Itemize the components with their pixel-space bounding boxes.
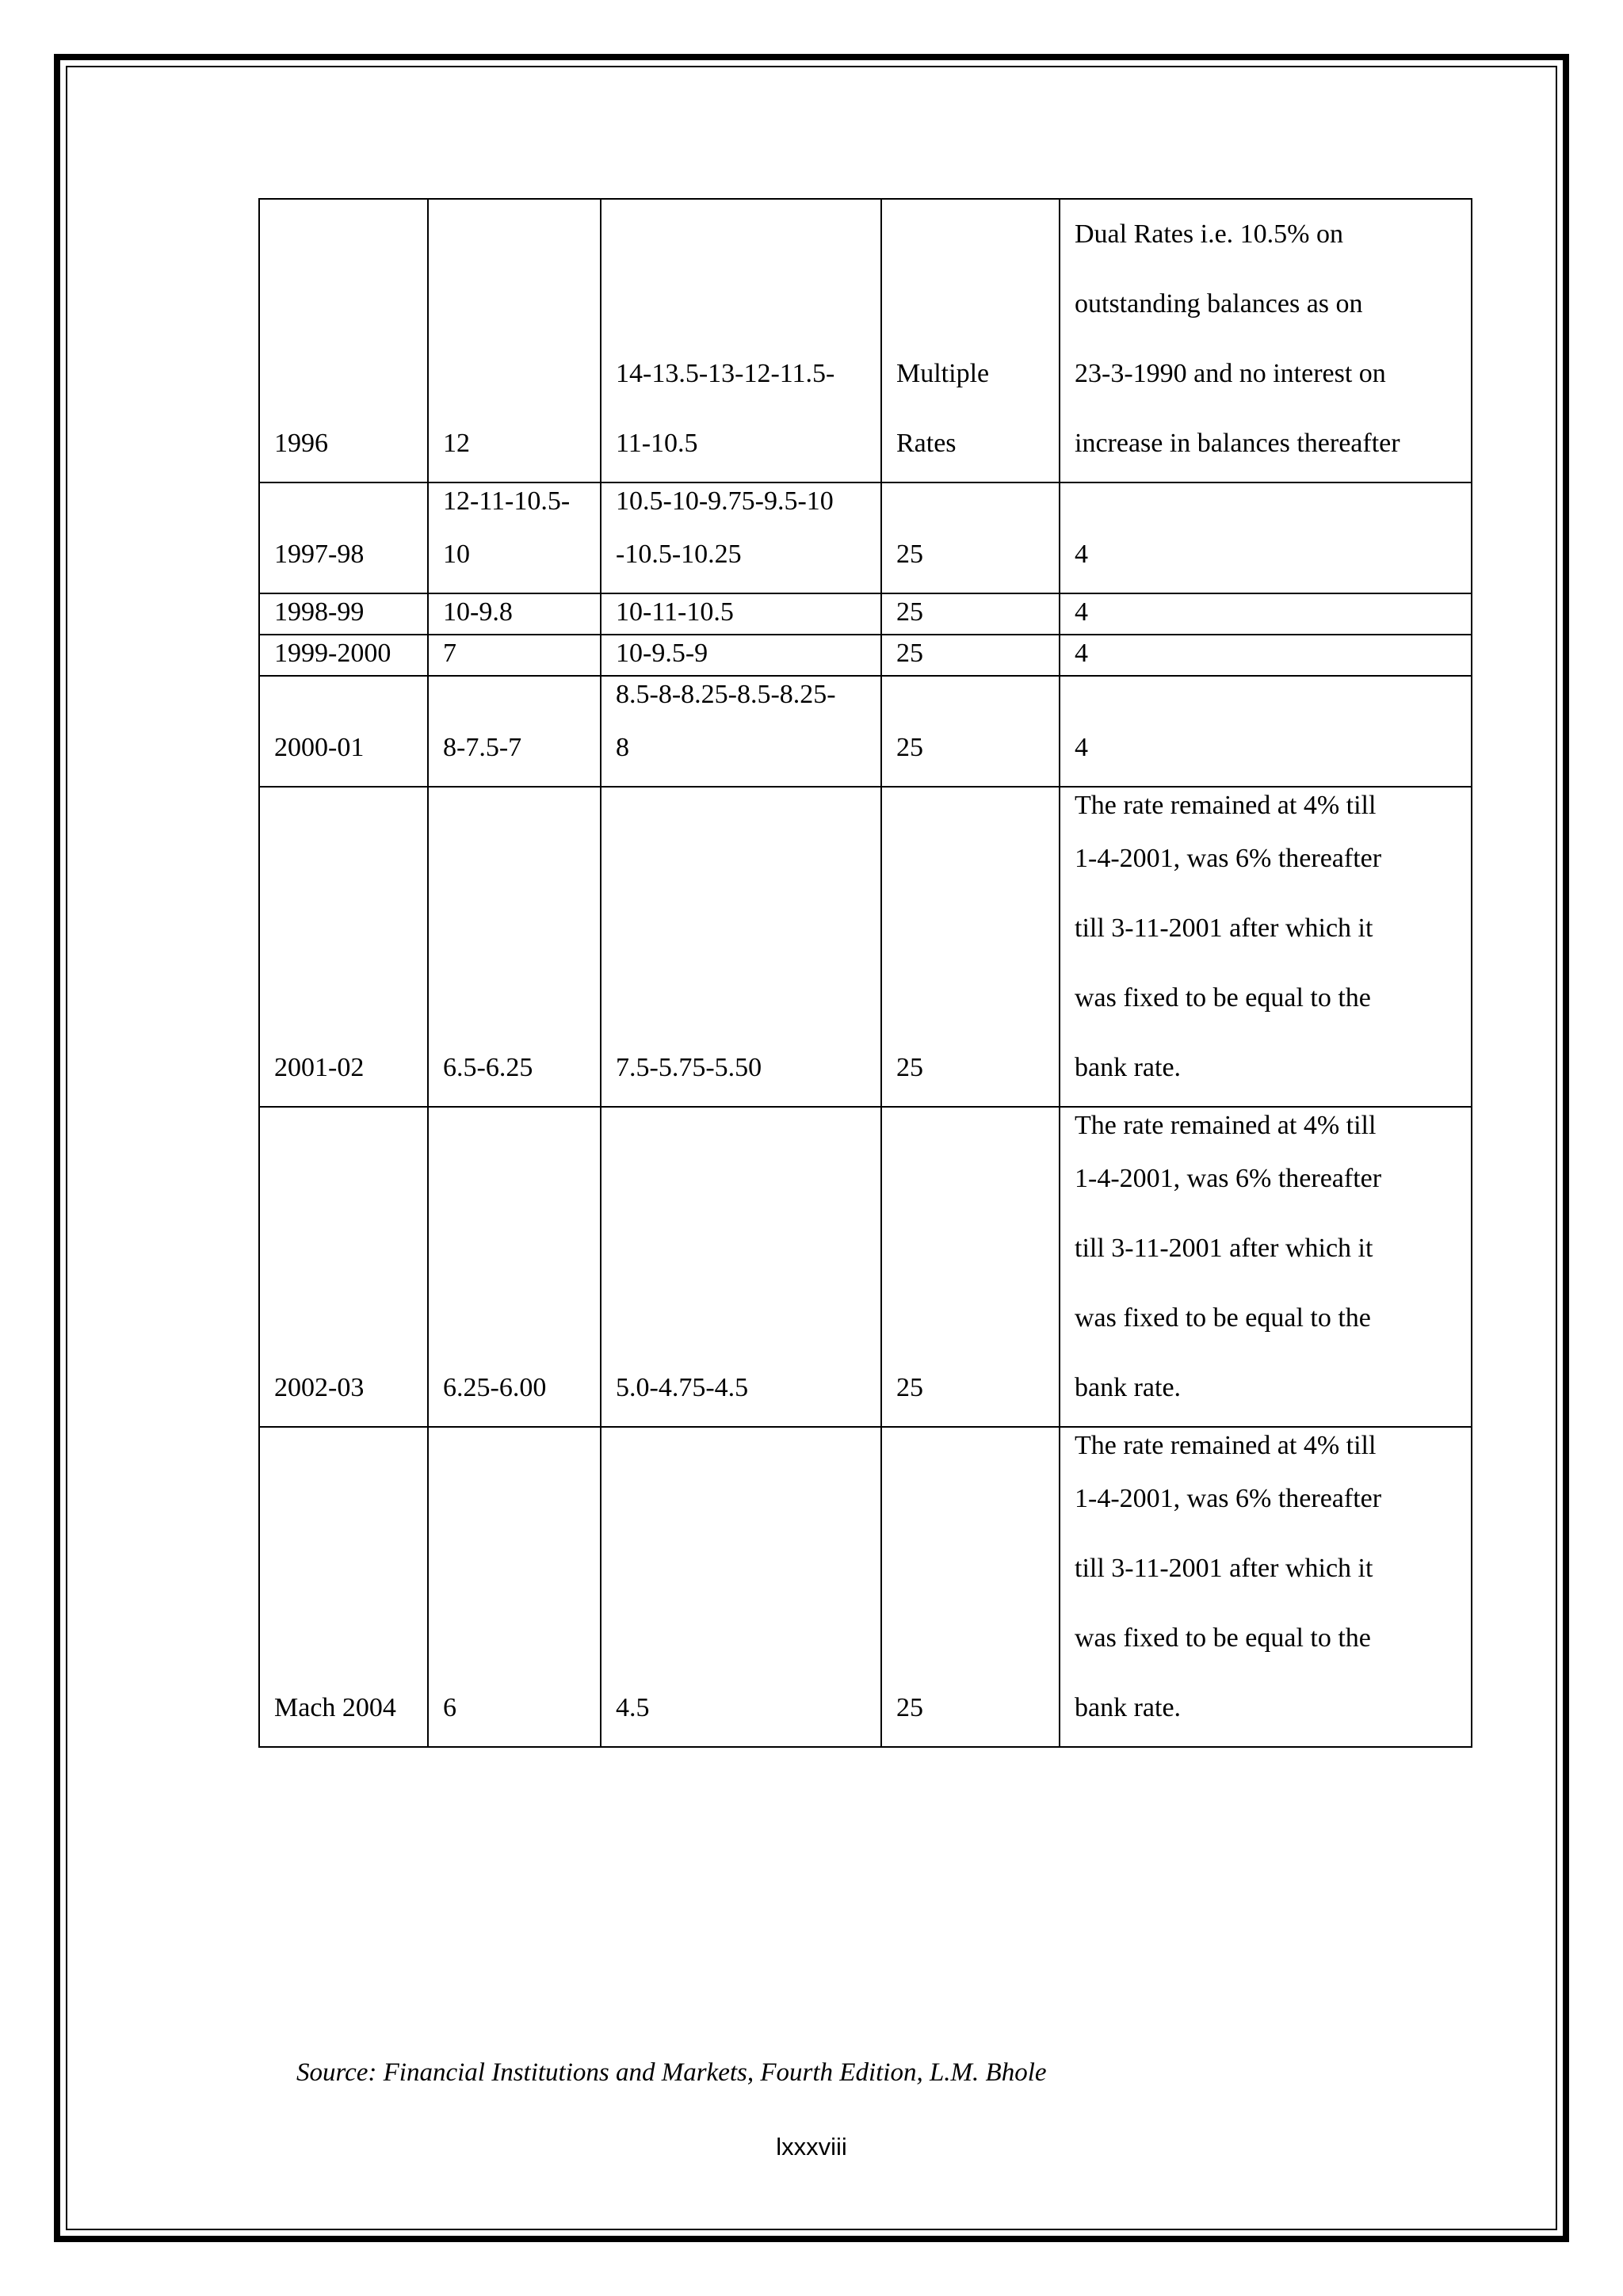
lending-rate-cell: 10-11-10.5	[601, 593, 881, 635]
table-row	[259, 199, 1472, 482]
crr-cell: 25	[881, 1427, 1060, 1747]
crr-cell: 25	[881, 787, 1060, 1107]
note-cell: The rate remained at 4% till 1-4-2001, was 6% thereafter till 3-11-2001 after which it was fixed to be equal to the bank rate.	[1060, 1107, 1472, 1427]
crr-cell: 25	[881, 593, 1060, 635]
lending-rate-cell: 8.5-8-8.25-8.5-8.25- 8	[601, 676, 881, 787]
year-cell: 1997-98	[259, 482, 428, 593]
table-row	[259, 1427, 1472, 1747]
note-cell: 4	[1060, 482, 1472, 593]
crr-cell: 25	[881, 676, 1060, 787]
lending-rate-cell: 10.5-10-9.75-9.5-10 -10.5-10.25	[601, 482, 881, 593]
crr-cell: 25	[881, 1107, 1060, 1427]
year-cell: 2001-02	[259, 787, 428, 1107]
table-row	[259, 635, 1472, 676]
note-cell: 4	[1060, 676, 1472, 787]
bank-rate-cell: 7	[428, 635, 601, 676]
year-cell: 2000-01	[259, 676, 428, 787]
source-citation: Source: Financial Institutions and Markets, Fourth Edition, L.M. Bhole	[296, 2058, 1047, 2087]
bank-rate-cell: 8-7.5-7	[428, 676, 601, 787]
page-number: lxxxviii	[776, 2133, 847, 2161]
bank-rate-cell: 12-11-10.5- 10	[428, 482, 601, 593]
year-cell: Mach 2004	[259, 1427, 428, 1747]
table-row	[259, 593, 1472, 635]
table-row	[259, 676, 1472, 787]
note-cell: 4	[1060, 635, 1472, 676]
year-cell: 2002-03	[259, 1107, 428, 1427]
year-cell: 1998-99	[259, 593, 428, 635]
lending-rate-cell: 4.5	[601, 1427, 881, 1747]
lending-rate-cell: 7.5-5.75-5.50	[601, 787, 881, 1107]
bank-rate-cell: 12	[428, 199, 601, 482]
note-cell: 4	[1060, 593, 1472, 635]
crr-cell: 25	[881, 635, 1060, 676]
crr-cell: 25	[881, 482, 1060, 593]
year-cell: 1996	[259, 199, 428, 482]
year-cell: 1999-2000	[259, 635, 428, 676]
bank-rate-cell: 6.25-6.00	[428, 1107, 601, 1427]
bank-rate-cell: 6.5-6.25	[428, 787, 601, 1107]
note-cell: Dual Rates i.e. 10.5% on outstanding balances as on 23-3-1990 and no interest on increase in balances thereafter	[1060, 199, 1472, 482]
lending-rate-cell: 5.0-4.75-4.5	[601, 1107, 881, 1427]
bank-rate-cell: 10-9.8	[428, 593, 601, 635]
crr-cell: Multiple Rates	[881, 199, 1060, 482]
interest-rate-table	[258, 198, 1472, 1748]
bank-rate-cell: 6	[428, 1427, 601, 1747]
table-row	[259, 482, 1472, 593]
note-cell: The rate remained at 4% till 1-4-2001, was 6% thereafter till 3-11-2001 after which it was fixed to be equal to the bank rate.	[1060, 787, 1472, 1107]
lending-rate-cell: 10-9.5-9	[601, 635, 881, 676]
table-row	[259, 787, 1472, 1107]
lending-rate-cell: 14-13.5-13-12-11.5- 11-10.5	[601, 199, 881, 482]
table-row	[259, 1107, 1472, 1427]
note-cell: The rate remained at 4% till 1-4-2001, was 6% thereafter till 3-11-2001 after which it was fixed to be equal to the bank rate.	[1060, 1427, 1472, 1747]
